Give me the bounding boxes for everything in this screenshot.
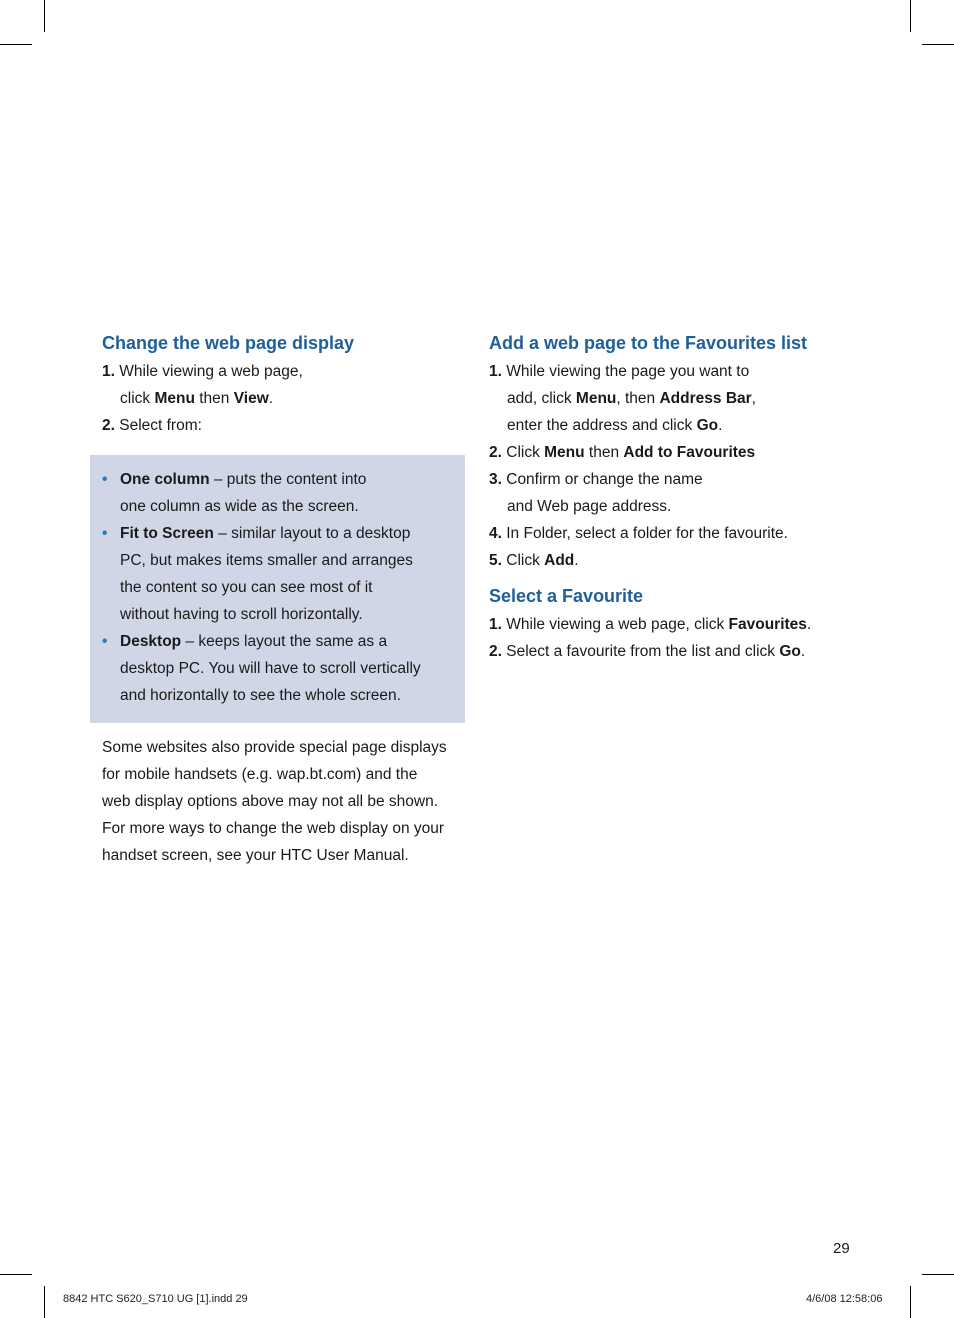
bullet-continuation: the content so you can see most of it	[120, 579, 373, 596]
note-paragraph	[102, 734, 447, 869]
paragraph-line: For more ways to change the web display on your	[102, 820, 445, 837]
bullet-list	[90, 466, 465, 709]
step-line: 4. In Folder, select a folder for the favourite.	[489, 525, 788, 542]
crop-mark	[44, 1286, 45, 1318]
bullet-continuation: desktop PC. You will have to scroll vertically	[120, 660, 421, 677]
step-line: 2. Select from:	[102, 417, 202, 434]
paragraph-line: Some websites also provide special page displays	[102, 739, 447, 756]
bullet-item: • One column – puts the content into	[90, 466, 465, 493]
select-steps	[489, 611, 849, 665]
crop-mark	[922, 44, 954, 45]
bullet-icon: •	[102, 471, 108, 488]
left-steps	[102, 358, 462, 439]
step-line: 5. Click Add.	[489, 552, 579, 569]
add-steps	[489, 358, 849, 574]
section-heading-add-favourite: Add a web page to the Favourites list	[489, 333, 808, 353]
section-heading-select-favourite: Select a Favourite	[489, 586, 644, 606]
step-line: 2. Select a favourite from the list and click Go.	[489, 643, 806, 660]
options-panel	[90, 455, 465, 723]
bullet-item: • Desktop – keeps layout the same as a	[90, 628, 465, 655]
bullet-icon: •	[102, 633, 108, 650]
paragraph-line: for mobile handsets (e.g. wap.bt.com) and the	[102, 766, 418, 783]
left-column	[102, 330, 462, 439]
crop-mark	[910, 1286, 911, 1318]
step-line: add, click Menu, then Address Bar,	[507, 390, 756, 407]
section-heading-change-display: Change the web page display	[102, 333, 355, 353]
page-number: 29	[833, 1240, 850, 1257]
step-line: 1. While viewing a web page,	[102, 363, 303, 380]
step-line: 1. While viewing a web page, click Favourites.	[489, 616, 812, 633]
step-line: 2. Click Menu then Add to Favourites	[489, 444, 756, 461]
step-line: click Menu then View.	[120, 390, 274, 407]
bullet-icon: •	[102, 525, 108, 542]
crop-mark	[0, 44, 32, 45]
bullet-continuation: one column as wide as the screen.	[120, 498, 359, 515]
paragraph-line: handset screen, see your HTC User Manual.	[102, 847, 409, 864]
crop-mark	[0, 1274, 32, 1275]
bullet-item: • Fit to Screen – similar layout to a desktop	[90, 520, 465, 547]
right-column	[489, 330, 849, 665]
print-slug-file: 8842 HTC S620_S710 UG [1].indd 29	[63, 1293, 248, 1305]
crop-mark	[922, 1274, 954, 1275]
bullet-continuation: PC, but makes items smaller and arranges	[120, 552, 413, 569]
step-line: 3. Confirm or change the name	[489, 471, 703, 488]
step-line: and Web page address.	[507, 498, 672, 515]
bullet-continuation: and horizontally to see the whole screen.	[120, 687, 401, 704]
step-line: enter the address and click Go.	[507, 417, 723, 434]
step-line: 1. While viewing the page you want to	[489, 363, 750, 380]
crop-mark	[44, 0, 45, 32]
print-slug-date: 4/6/08 12:58:06	[806, 1293, 883, 1305]
paragraph-line: web display options above may not all be shown.	[102, 793, 439, 810]
bullet-continuation: without having to scroll horizontally.	[120, 606, 363, 623]
crop-mark	[910, 0, 911, 32]
